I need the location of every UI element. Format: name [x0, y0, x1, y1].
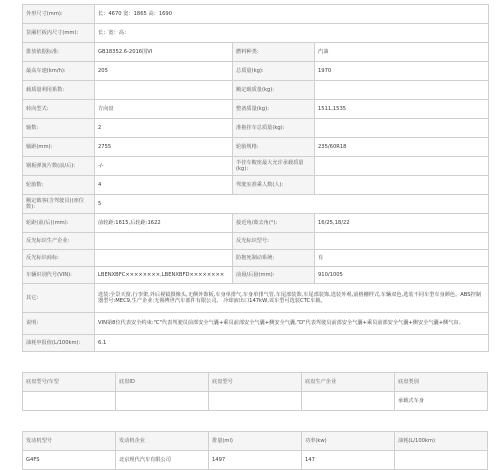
field-label: 接近角/离去角(°):	[233, 214, 315, 233]
table-row	[23, 392, 488, 411]
field-label: 前悬/后悬(mm):	[233, 267, 315, 284]
column-header: 底盘型号	[209, 373, 302, 392]
table-header-row	[23, 432, 488, 451]
table-row	[23, 313, 489, 335]
table-cell	[23, 392, 116, 411]
column-header: 底盘类别	[395, 373, 488, 392]
section-gap	[22, 352, 488, 372]
field-label: 钢板弹簧片数(前/后):	[23, 157, 95, 176]
field-value: 1970	[315, 62, 489, 81]
column-header: 底盘型号/车型	[23, 373, 116, 392]
field-value	[315, 81, 489, 100]
table-row	[23, 284, 489, 313]
field-label: 燃料种类:	[233, 43, 315, 62]
table-row	[23, 451, 488, 470]
table-cell: 北京现代汽车有限公司	[116, 451, 209, 470]
column-header: 发动机型号	[23, 432, 116, 451]
table-row	[23, 100, 489, 119]
field-value	[95, 81, 233, 100]
field-label: 货厢栏板内尺寸(mm):	[23, 24, 95, 43]
chassis-table	[22, 372, 488, 411]
field-label: 转向型式:	[23, 100, 95, 119]
field-value: 5	[95, 195, 489, 214]
table-cell	[302, 392, 395, 411]
field-value: 2755	[95, 138, 233, 157]
field-label: 反光标识生产企业:	[23, 233, 95, 250]
field-label: 载质量利用系数:	[23, 81, 95, 100]
field-label: 轴距(mm):	[23, 138, 95, 157]
field-label: 油耗申报值(L/100km):	[23, 335, 95, 352]
field-value	[95, 233, 233, 250]
table-cell	[209, 392, 302, 411]
field-label: 排放依据标准:	[23, 43, 95, 62]
table-row	[23, 62, 489, 81]
table-row	[23, 214, 489, 233]
column-header: 油耗(L/100km)	[395, 432, 488, 451]
field-label: 车辆识别代号(VIN):	[23, 267, 95, 284]
field-value: VIN第8位代表安全约束:"C"代表驾驶员前部安全气囊+乘员前部安全气囊+侧安全气囊,"D"代表驾驶员前部安全气囊+乘员前部安全气囊+侧安全气囊+侧气帘。	[95, 313, 489, 335]
field-label: 其它:	[23, 284, 95, 313]
field-value: GB18352.6-2016国VI	[95, 43, 233, 62]
table-row	[23, 267, 489, 284]
spec-document	[22, 4, 488, 470]
field-label: 最高车速(km/h):	[23, 62, 95, 81]
table-row	[23, 176, 489, 195]
field-label: 轮距(前/后)(mm):	[23, 214, 95, 233]
field-value: 1511,1535	[315, 100, 489, 119]
field-value: 235/60R18	[315, 138, 489, 157]
table-cell: 承载式车身	[395, 392, 488, 411]
field-value: 有	[315, 250, 489, 267]
field-value	[315, 233, 489, 250]
field-label: 轴数:	[23, 119, 95, 138]
table-row	[23, 119, 489, 138]
column-header: 发动机企业	[116, 432, 209, 451]
table-row	[23, 195, 489, 214]
table-cell: G4FS	[23, 451, 116, 470]
field-label: 整备质量(kg):	[233, 100, 315, 119]
field-value: 4	[95, 176, 233, 195]
table-row	[23, 335, 489, 352]
engine-table	[22, 431, 488, 470]
field-label: 驾驶室准乘人数(人):	[233, 176, 315, 195]
column-header: 功率(kw)	[302, 432, 395, 451]
field-value: -/-	[95, 157, 233, 176]
field-label: 轮胎数:	[23, 176, 95, 195]
field-value: 910/1005	[315, 267, 489, 284]
column-header: 底盘生产企业	[302, 373, 395, 392]
table-row	[23, 157, 489, 176]
field-value	[315, 176, 489, 195]
field-value: 6.1	[95, 335, 489, 352]
column-header: 底盘ID	[116, 373, 209, 392]
field-label: 反光标识商标:	[23, 250, 95, 267]
table-row	[23, 138, 489, 157]
table-row	[23, 43, 489, 62]
field-label: 说明:	[23, 313, 95, 335]
field-value: 2	[95, 119, 233, 138]
table-row	[23, 81, 489, 100]
main-spec-table	[22, 4, 489, 352]
field-value: LBENXBFC××××××××,LBENXBFD××××××××	[95, 267, 233, 284]
field-label: 轮胎规格:	[233, 138, 315, 157]
table-cell: 147	[302, 451, 395, 470]
field-value: 汽油	[315, 43, 489, 62]
table-cell: 1497	[209, 451, 302, 470]
table-row	[23, 233, 489, 250]
table-row	[23, 24, 489, 43]
field-value: 长：4670 宽：1865 高：1690	[95, 5, 489, 24]
field-label: 准拖挂车总质量(kg):	[233, 119, 315, 138]
field-value	[315, 119, 489, 138]
section-gap	[22, 411, 488, 431]
field-label: 防抱死制动系统:	[233, 250, 315, 267]
field-value: 16/25,18/22	[315, 214, 489, 233]
field-label: 外形尺寸(mm):	[23, 5, 95, 24]
field-label: 额定载客(含驾驶员)(座位数):	[23, 195, 95, 214]
field-value	[315, 157, 489, 176]
field-value: 前轮距:1615,后轮距:1622	[95, 214, 233, 233]
field-label: 额定载质量(kg):	[233, 81, 315, 100]
field-value: 选装:全景天窗,行李架,外后视镜摄像头,无侧外饰板,车身单排气,车身单排气管,车尾部装饰,车尾部装饰,选装外观,前格栅样式,车辆双色,选装不同车型车身颜色。ABS控制器型号:MEC9,生产企业:无锡博世汽车部件有限公司。 冷却液出口147kW,该车型可选装CTC车载。	[95, 284, 489, 313]
field-label: 总质量(kg):	[233, 62, 315, 81]
table-cell	[116, 392, 209, 411]
table-header-row	[23, 373, 488, 392]
field-label: 半挂车鞍座最大允许承载质量(kg):	[233, 157, 315, 176]
field-value: 方向盘	[95, 100, 233, 119]
table-cell	[395, 451, 488, 470]
field-value: 长：宽：高：	[95, 24, 489, 43]
field-value	[95, 250, 233, 267]
field-label: 反光标识型号:	[233, 233, 315, 250]
column-header: 排量(ml)	[209, 432, 302, 451]
field-value: 205	[95, 62, 233, 81]
table-row	[23, 5, 489, 24]
table-row	[23, 250, 489, 267]
